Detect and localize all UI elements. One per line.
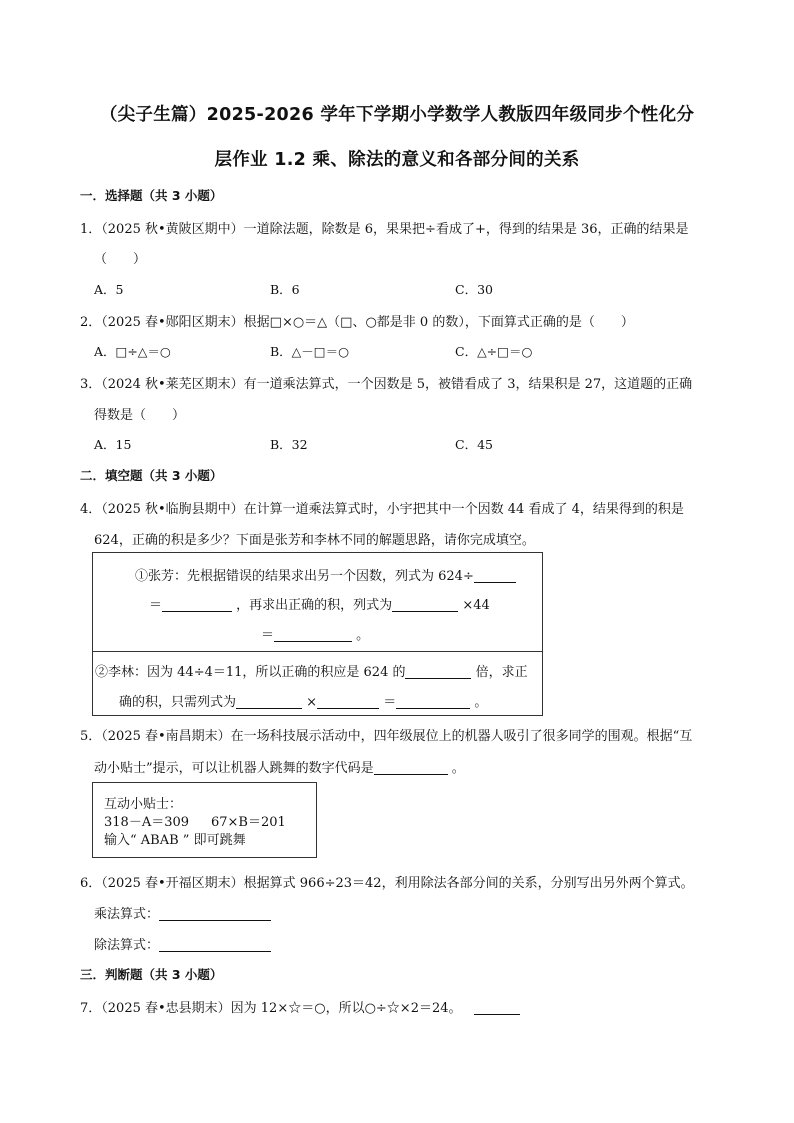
q4-zhangfang-line2 — [149, 594, 490, 613]
q5-tip-eq1: 318－A＝309 — [104, 815, 190, 830]
q4-lilin-text-end: 倍，求正 — [475, 665, 528, 680]
q5-answer-blank[interactable] — [374, 760, 448, 775]
q4-solution-box — [92, 552, 543, 716]
q2-option-c: C．△÷□＝○ — [455, 344, 533, 359]
section-heading-judge: 三．判断题（共 3 小题） — [80, 967, 223, 982]
q6-division-blank[interactable] — [159, 937, 271, 952]
page-title-line-2: 层作业 1.2 乘、除法的意义和各部分间的关系 — [214, 150, 580, 170]
page-title-line-1: （尖子生篇）2025-2026 学年下学期小学数学人教版四年级同步个性化分 — [99, 105, 695, 125]
q3-text: 3．（2024 秋•莱芜区期末）有一道乘法算式，一个因数是 5，被错看成了 3，结果积是 27，这道题的正确 — [80, 377, 693, 392]
q4-lilin-line2 — [119, 691, 487, 710]
q5-text-cont — [94, 757, 465, 776]
q4-zhangfang-line3 — [261, 624, 369, 643]
q6-multiplication-blank[interactable] — [159, 906, 271, 921]
q1-text-cont: （ ） — [94, 252, 147, 267]
circled-two: ② — [95, 665, 109, 680]
q4-blank-7[interactable] — [317, 694, 379, 709]
q4-lilin-line1 — [95, 661, 528, 680]
q4-zhangfang-text: ①张芳：先根据错误的结果求出另一个因数，列式为 624÷ — [135, 569, 474, 584]
q4-blank-1[interactable] — [474, 568, 516, 583]
q6-multiplication-label: 乘法算式： — [94, 907, 160, 922]
q6-multiplication-row — [94, 903, 271, 922]
q4-lilin-text-2: 确的积，只需列式为 — [119, 695, 237, 710]
q2-text: 2．（2025 春•郧阳区期末）根据□×○＝△（□、○都是非 0 的数），下面算式正确的是（ ） — [80, 315, 634, 330]
q2-option-a: A．□÷△＝○ — [94, 344, 171, 359]
q4-zhangfang-line1 — [135, 565, 516, 584]
q3-option-a: A．15 — [94, 437, 132, 452]
q7-row — [80, 997, 520, 1016]
q5-tip-box — [92, 782, 317, 858]
q4-blank-6[interactable] — [236, 694, 302, 709]
equals-sign: ＝ — [383, 695, 397, 710]
q3-option-b: B．32 — [270, 437, 308, 452]
q6-text: 6．（2025 春•开福区期末）根据算式 966÷23＝42，利用除法各部分间的关系，分别写出另外两个算式。 — [80, 876, 694, 891]
q3-option-c: C．45 — [455, 437, 493, 452]
section-heading-choice: 一．选择题（共 3 小题） — [80, 188, 223, 203]
q6-division-label: 除法算式： — [94, 938, 160, 953]
q5-tip-title: 互动小贴士： — [104, 797, 183, 812]
q4-text-cont: 624，正确的积是多少？下面是张芳和李林不同的解题思路，请你完成填空。 — [94, 533, 535, 548]
q4-blank-2[interactable] — [162, 597, 232, 612]
q1-text: 1．（2025 秋•黄陂区期中）一道除法题，除数是 6，果果把÷看成了+，得到的结果是 36，正确的结果是 — [80, 222, 689, 237]
q1-option-c: C．30 — [455, 282, 493, 297]
q4-box-divider — [93, 651, 542, 652]
q4-zhangfang-times44: ×44 — [462, 598, 490, 613]
q4-blank-4[interactable] — [274, 627, 352, 642]
q3-text-cont: 得数是（ ） — [94, 408, 186, 423]
q5-tip-note: 输入“ ABAB ” 即可跳舞 — [104, 833, 246, 848]
period: 。 — [474, 695, 488, 710]
times-sign: × — [306, 695, 318, 710]
q7-answer-blank[interactable] — [474, 1000, 520, 1015]
period: 。 — [356, 628, 370, 643]
q4-blank-5[interactable] — [405, 664, 471, 679]
period: 。 — [451, 761, 465, 776]
section-heading-fill: 二．填空题（共 3 小题） — [80, 468, 223, 483]
equals-sign: ＝ — [149, 598, 163, 613]
q4-blank-8[interactable] — [396, 694, 470, 709]
q4-lilin-text: 李林：因为 44÷4＝11，所以正确的积应是 624 的 — [108, 665, 406, 680]
q5-text-cont-label: 动小贴士”提示，可以让机器人跳舞的数字代码是 — [94, 761, 374, 776]
equals-sign: ＝ — [261, 628, 275, 643]
q1-option-b: B．6 — [270, 282, 300, 297]
q4-text: 4．（2025 秋•临朐县期中）在计算一道乘法算式时，小宇把其中一个因数 44 看成了 4，结果得到的积是 — [80, 502, 684, 517]
q5-tip-eq2: 67×B＝201 — [211, 815, 286, 830]
q5-text: 5．（2025 春•南昌期末）在一场科技展示活动中，四年级展位上的机器人吸引了很多同学的围观。根据“互 — [80, 729, 693, 744]
q6-division-row — [94, 934, 271, 953]
q7-text: 7．（2025 春•忠县期末）因为 12×☆＝○，所以○÷☆×2＝24。 — [80, 1001, 462, 1016]
q2-option-b: B．△－□＝○ — [270, 344, 350, 359]
q4-zhangfang-mid: ，再求出正确的积，列式为 — [236, 598, 393, 613]
q1-option-a: A．5 — [94, 282, 124, 297]
q4-blank-3[interactable] — [392, 597, 458, 612]
